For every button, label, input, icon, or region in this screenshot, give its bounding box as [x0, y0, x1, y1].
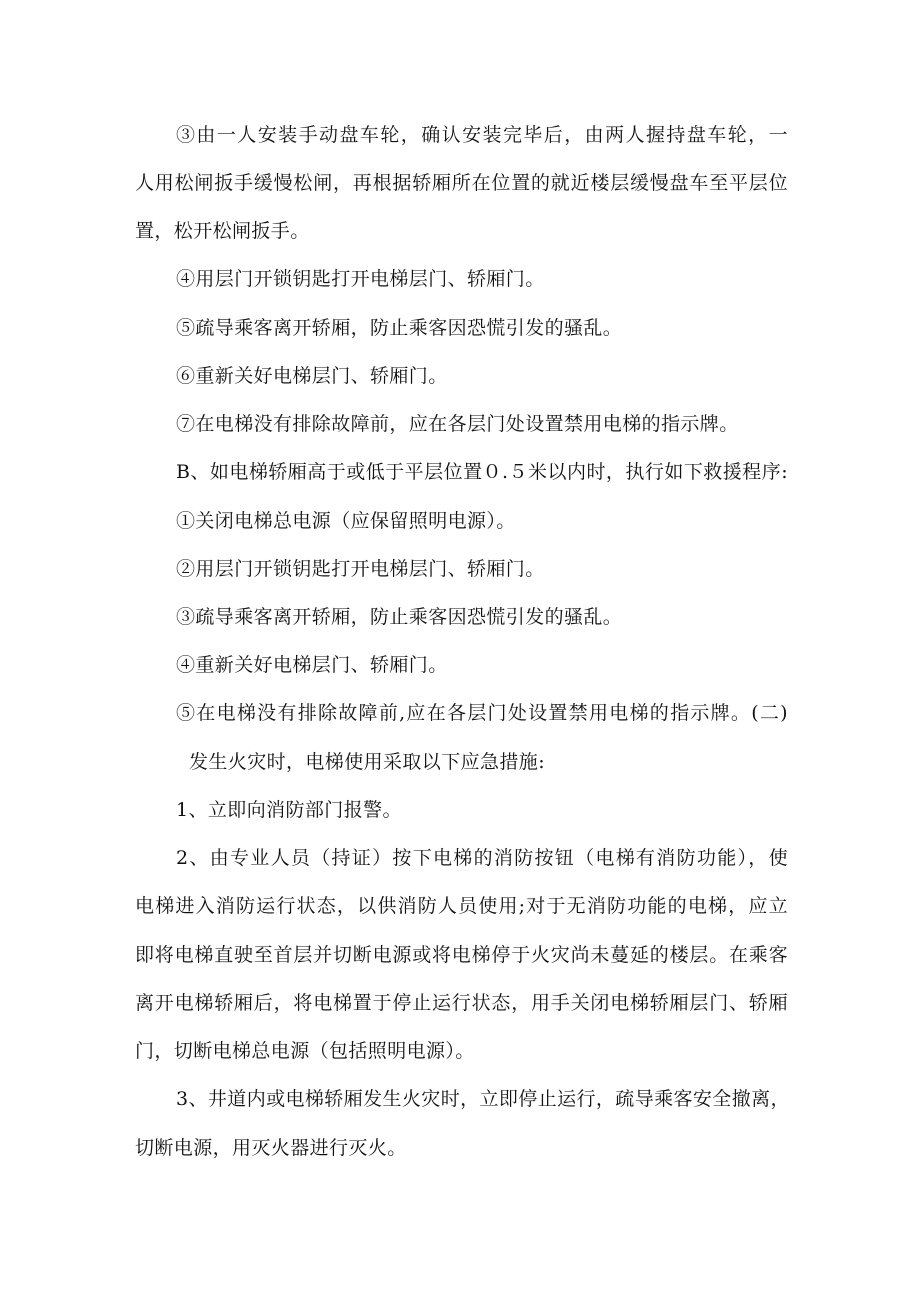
text-line-18: 即将电梯直驶至首层并切断电源或将电梯停于火灾尚未蔓延的楼层。在乘客 [135, 944, 788, 966]
text-line-21: 3、井道内或电梯轿厢发生火灾时，立即停止运行，疏导乘客安全撤离， [176, 1088, 790, 1110]
text-line-20: 门，切断电梯总电源（包括照明电源）。 [135, 1040, 475, 1062]
text-line-13: ⑤在电梯没有排除故障前,应在各层门处设置禁用电梯的指示牌。(二) [176, 702, 788, 724]
text-line-2: 人用松闸扳手缓慢松闸，再根据轿厢所在位置的就近楼层缓慢盘车至平层位 [135, 172, 788, 194]
text-line-19: 离开电梯轿厢后，将电梯置于停止运行状态，用手关闭电梯轿厢层门、轿厢 [135, 992, 788, 1014]
text-line-15: 1、立即向消防部门报警。 [176, 799, 402, 821]
text-line-8: B、如电梯轿厢高于或低于平层位置０.５米以内时，执行如下救援程序: [176, 461, 788, 483]
text-line-17: 电梯进入消防运行状态，以供消防人员使用;对于无消防功能的电梯，应立 [135, 895, 788, 917]
text-line-22: 切断电源，用灭火器进行灭火。 [135, 1137, 407, 1159]
text-line-1: ③由一人安装手动盘车轮，确认安装完毕后，由两人握持盘车轮，一 [176, 124, 788, 146]
text-line-4: ④用层门开锁钥匙打开电梯层门、轿厢门。 [176, 268, 545, 290]
text-line-16: 2、由专业人员（持证）按下电梯的消防按钮（电梯有消防功能），使 [176, 847, 788, 869]
text-line-12: ④重新关好电梯层门、轿厢门。 [176, 654, 448, 676]
text-line-14: 发生火灾时，电梯使用采取以下应急措施: [189, 751, 546, 773]
text-line-10: ②用层门开锁钥匙打开电梯层门、轿厢门。 [176, 558, 545, 580]
text-line-7: ⑦在电梯没有排除故障前，应在各层门处设置禁用电梯的指示牌。 [176, 413, 739, 435]
text-line-5: ⑤疏导乘客离开轿厢，防止乘客因恐慌引发的骚乱。 [176, 317, 623, 339]
text-line-3: 置，松开松闸扳手。 [135, 220, 310, 242]
text-line-6: ⑥重新关好电梯层门、轿厢门。 [176, 365, 448, 387]
text-line-9: ①关闭电梯总电源（应保留照明电源）。 [176, 510, 516, 532]
text-line-11: ③疏导乘客离开轿厢，防止乘客因恐慌引发的骚乱。 [176, 606, 623, 628]
